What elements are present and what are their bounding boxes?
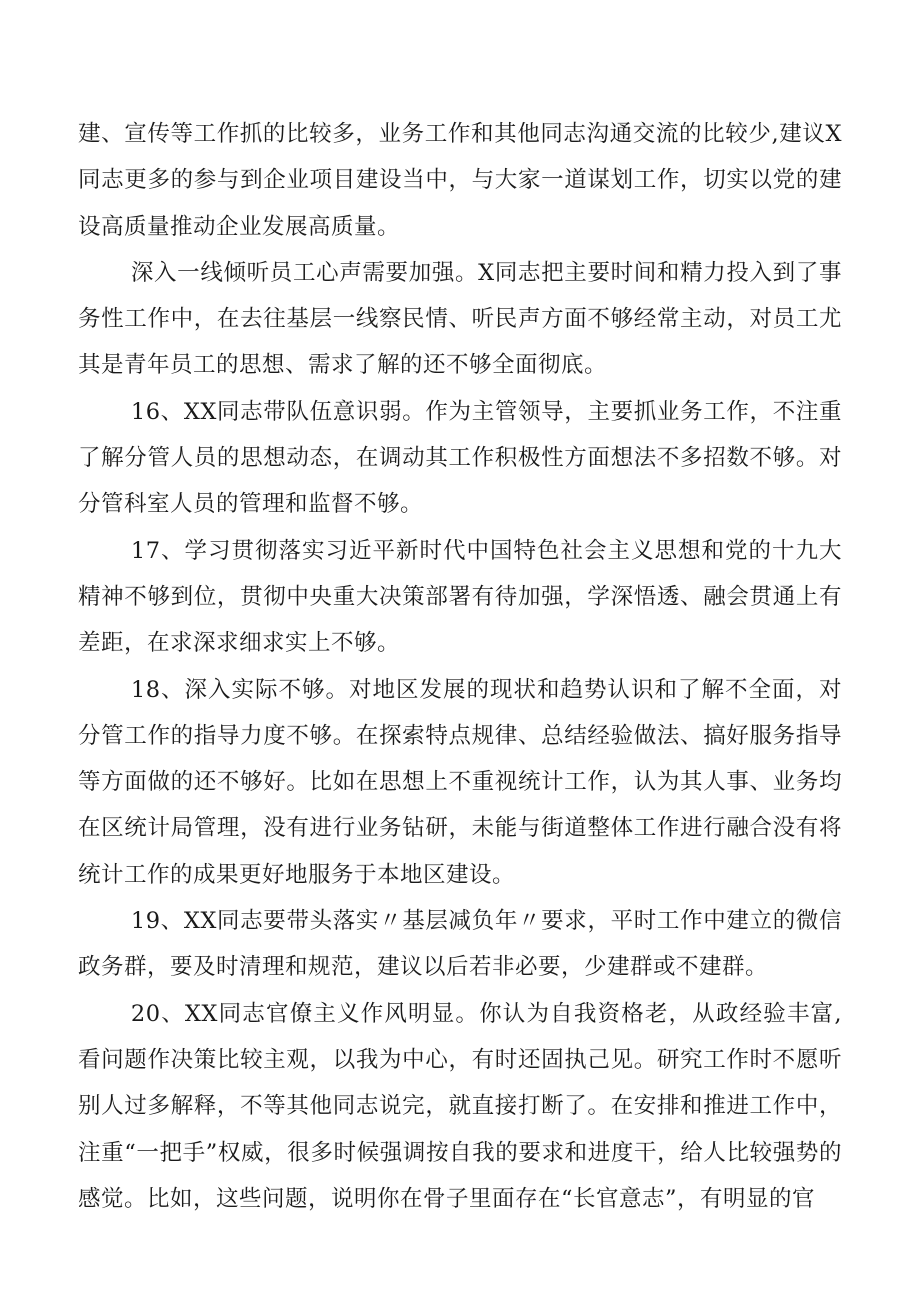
paragraph-item-18: 18、深入实际不够。对地区发展的现状和趋势认识和了解不全面，对分管工作的指导力度不够。在探索特点规律、总结经验做法、搞好服务指导等方面做的还不够好。比如在思想上不重视统计工作，认为其人事、业务均在区统计局管理，没有进行业务钻研，未能与街道整体工作进行融合没有将统计工作的成果更好地服务于本地区建设。 [78,676,842,888]
paragraph-item-17: 17、学习贯彻落实习近平新时代中国特色社会主义思想和党的十九大精神不够到位，贯彻中央重大决策部署有待加强，学深悟透、融会贯通上有差距，在求深求细求实上不够。 [78,537,842,657]
document-body [78,111,842,1222]
paragraph-continued: 建、宣传等工作抓的比较多，业务工作和其他同志沟通交流的比较少,建议X同志更多的参与到企业项目建设当中，与大家一道谋划工作，切实以党的建设高质量推动企业发展高质量。 [78,121,842,240]
paragraph-listen-to-staff: 深入一线倾听员工心声需要加强。X同志把主要时间和精力投入到了事务性工作中，在去往基层一线察民情、听民声方面不够经常主动，对员工尤其是青年员工的思想、需求了解的还不够全面彻底。 [78,259,842,379]
paragraph-item-16: 16、XX同志带队伍意识弱。作为主管领导，主要抓业务工作，不注重了解分管人员的思想动态，在调动其工作积极性方面想法不多招数不够。对分管科室人员的管理和监督不够。 [78,398,842,518]
paragraph-item-19: 19、XX同志要带头落实〃基层减负年〃要求，平时工作中建立的微信政务群，要及时清理和规范，建议以后若非必要，少建群或不建群。 [78,908,842,981]
paragraph-item-20: 20、XX同志官僚主义作风明显。你认为自我资格老，从政经验丰富,看问题作决策比较主观，以我为中心，有时还固执己见。研究工作时不愿听别人过多解释，不等其他同志说完，就直接打断了。在安排和推进工作中，注重“一把手”权威，很多时候强调按自我的要求和进度干，给人比较强势的感觉。比如，这些问题，说明你在骨子里面存在“长官意志”，有明显的官 [78,1000,842,1212]
